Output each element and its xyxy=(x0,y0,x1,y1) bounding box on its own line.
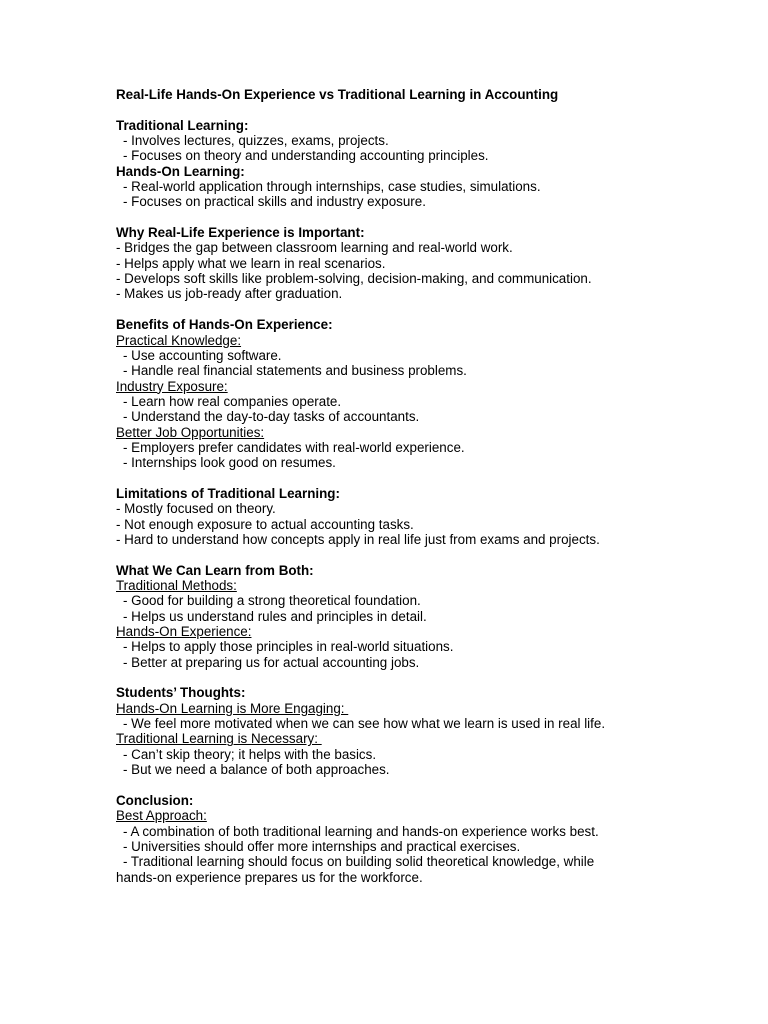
document-lines xyxy=(116,102,736,885)
section-heading: Hands-On Learning: xyxy=(116,163,245,179)
text-line: - Develops soft skills like problem-solving, decision-making, and communication. xyxy=(116,271,592,287)
bullet-item: - Traditional learning should focus on building solid theoretical knowledge, while xyxy=(123,854,595,870)
bullet-item: - A combination of both traditional learning and hands-on experience works best. xyxy=(123,823,599,839)
subsection-heading: Traditional Methods: xyxy=(116,578,237,593)
bullet-item: - Universities should offer more internships and practical exercises. xyxy=(123,838,521,854)
bullet-item: - Use accounting software. xyxy=(123,347,282,363)
subsection-heading: Practical Knowledge: xyxy=(116,332,242,348)
blank-line xyxy=(116,302,736,317)
bullet-item: - Focuses on practical skills and industry exposure. xyxy=(123,194,426,210)
blank-line xyxy=(116,102,736,117)
document-title: Real-Life Hands-On Experience vs Traditional Learning in Accounting xyxy=(116,87,559,102)
text-line: - Mostly focused on theory. xyxy=(116,501,276,517)
blank-line xyxy=(116,210,736,225)
bullet-item: - Better at preparing us for actual accounting jobs. xyxy=(123,654,420,670)
bullet-item: - Real-world application through internships, case studies, simulations. xyxy=(123,179,541,195)
blank-line xyxy=(116,547,736,562)
section-heading: Traditional Learning: xyxy=(116,117,249,133)
subsection-heading: Hands-On Experience: xyxy=(116,624,252,640)
bullet-item: - Involves lectures, quizzes, exams, projects. xyxy=(123,133,389,149)
subsection-heading: Traditional Learning is Necessary: xyxy=(116,731,322,747)
subsection-heading: Hands-On Learning is More Engaging: xyxy=(116,700,349,716)
section-heading: Conclusion: xyxy=(116,792,194,808)
document-body xyxy=(116,87,736,885)
bullet-item: - Helps us understand rules and principles in detail. xyxy=(123,608,427,624)
bullet-item: - Employers prefer candidates with real-world experience. xyxy=(123,439,465,455)
text-line: - Hard to understand how concepts apply in real life just from exams and projects. xyxy=(116,531,600,547)
subsection-heading: Industry Exposure: xyxy=(116,378,228,394)
text-line: - Not enough exposure to actual accounting tasks. xyxy=(116,516,414,532)
text-line: hands-on experience prepares us for the workforce. xyxy=(116,869,423,885)
bullet-item: - Focuses on theory and understanding accounting principles. xyxy=(123,148,489,164)
text-line: - Makes us job-ready after graduation. xyxy=(116,286,343,302)
bullet-item: - Learn how real companies operate. xyxy=(123,393,342,409)
bullet-item: - But we need a balance of both approaches. xyxy=(123,762,390,778)
bullet-item: - Internships look good on resumes. xyxy=(123,455,336,471)
bullet-item: - Understand the day-to-day tasks of accountants. xyxy=(123,409,420,425)
section-heading: Students’ Thoughts: xyxy=(116,685,246,701)
blank-line xyxy=(116,777,736,792)
section-heading: Why Real-Life Experience is Important: xyxy=(116,225,365,241)
section-heading: Benefits of Hands-On Experience: xyxy=(116,317,333,333)
bullet-item: - Good for building a strong theoretical foundation. xyxy=(123,593,421,609)
text-line: - Bridges the gap between classroom learning and real-world work. xyxy=(116,240,513,256)
text-line: - Helps apply what we learn in real scenarios. xyxy=(116,255,386,271)
bullet-item: - We feel more motivated when we can see how what we learn is used in real life. xyxy=(123,716,606,732)
subsection-heading: Better Job Opportunities: xyxy=(116,424,265,440)
blank-line xyxy=(116,471,736,486)
subsection-heading: Best Approach: xyxy=(116,808,207,824)
section-heading: Limitations of Traditional Learning: xyxy=(116,485,340,501)
bullet-item: - Can’t skip theory; it helps with the basics. xyxy=(123,746,377,762)
section-heading: What We Can Learn from Both: xyxy=(116,562,314,578)
blank-line xyxy=(116,670,736,685)
bullet-item: - Helps to apply those principles in real-world situations. xyxy=(123,639,454,655)
bullet-item: - Handle real financial statements and business problems. xyxy=(123,363,467,379)
